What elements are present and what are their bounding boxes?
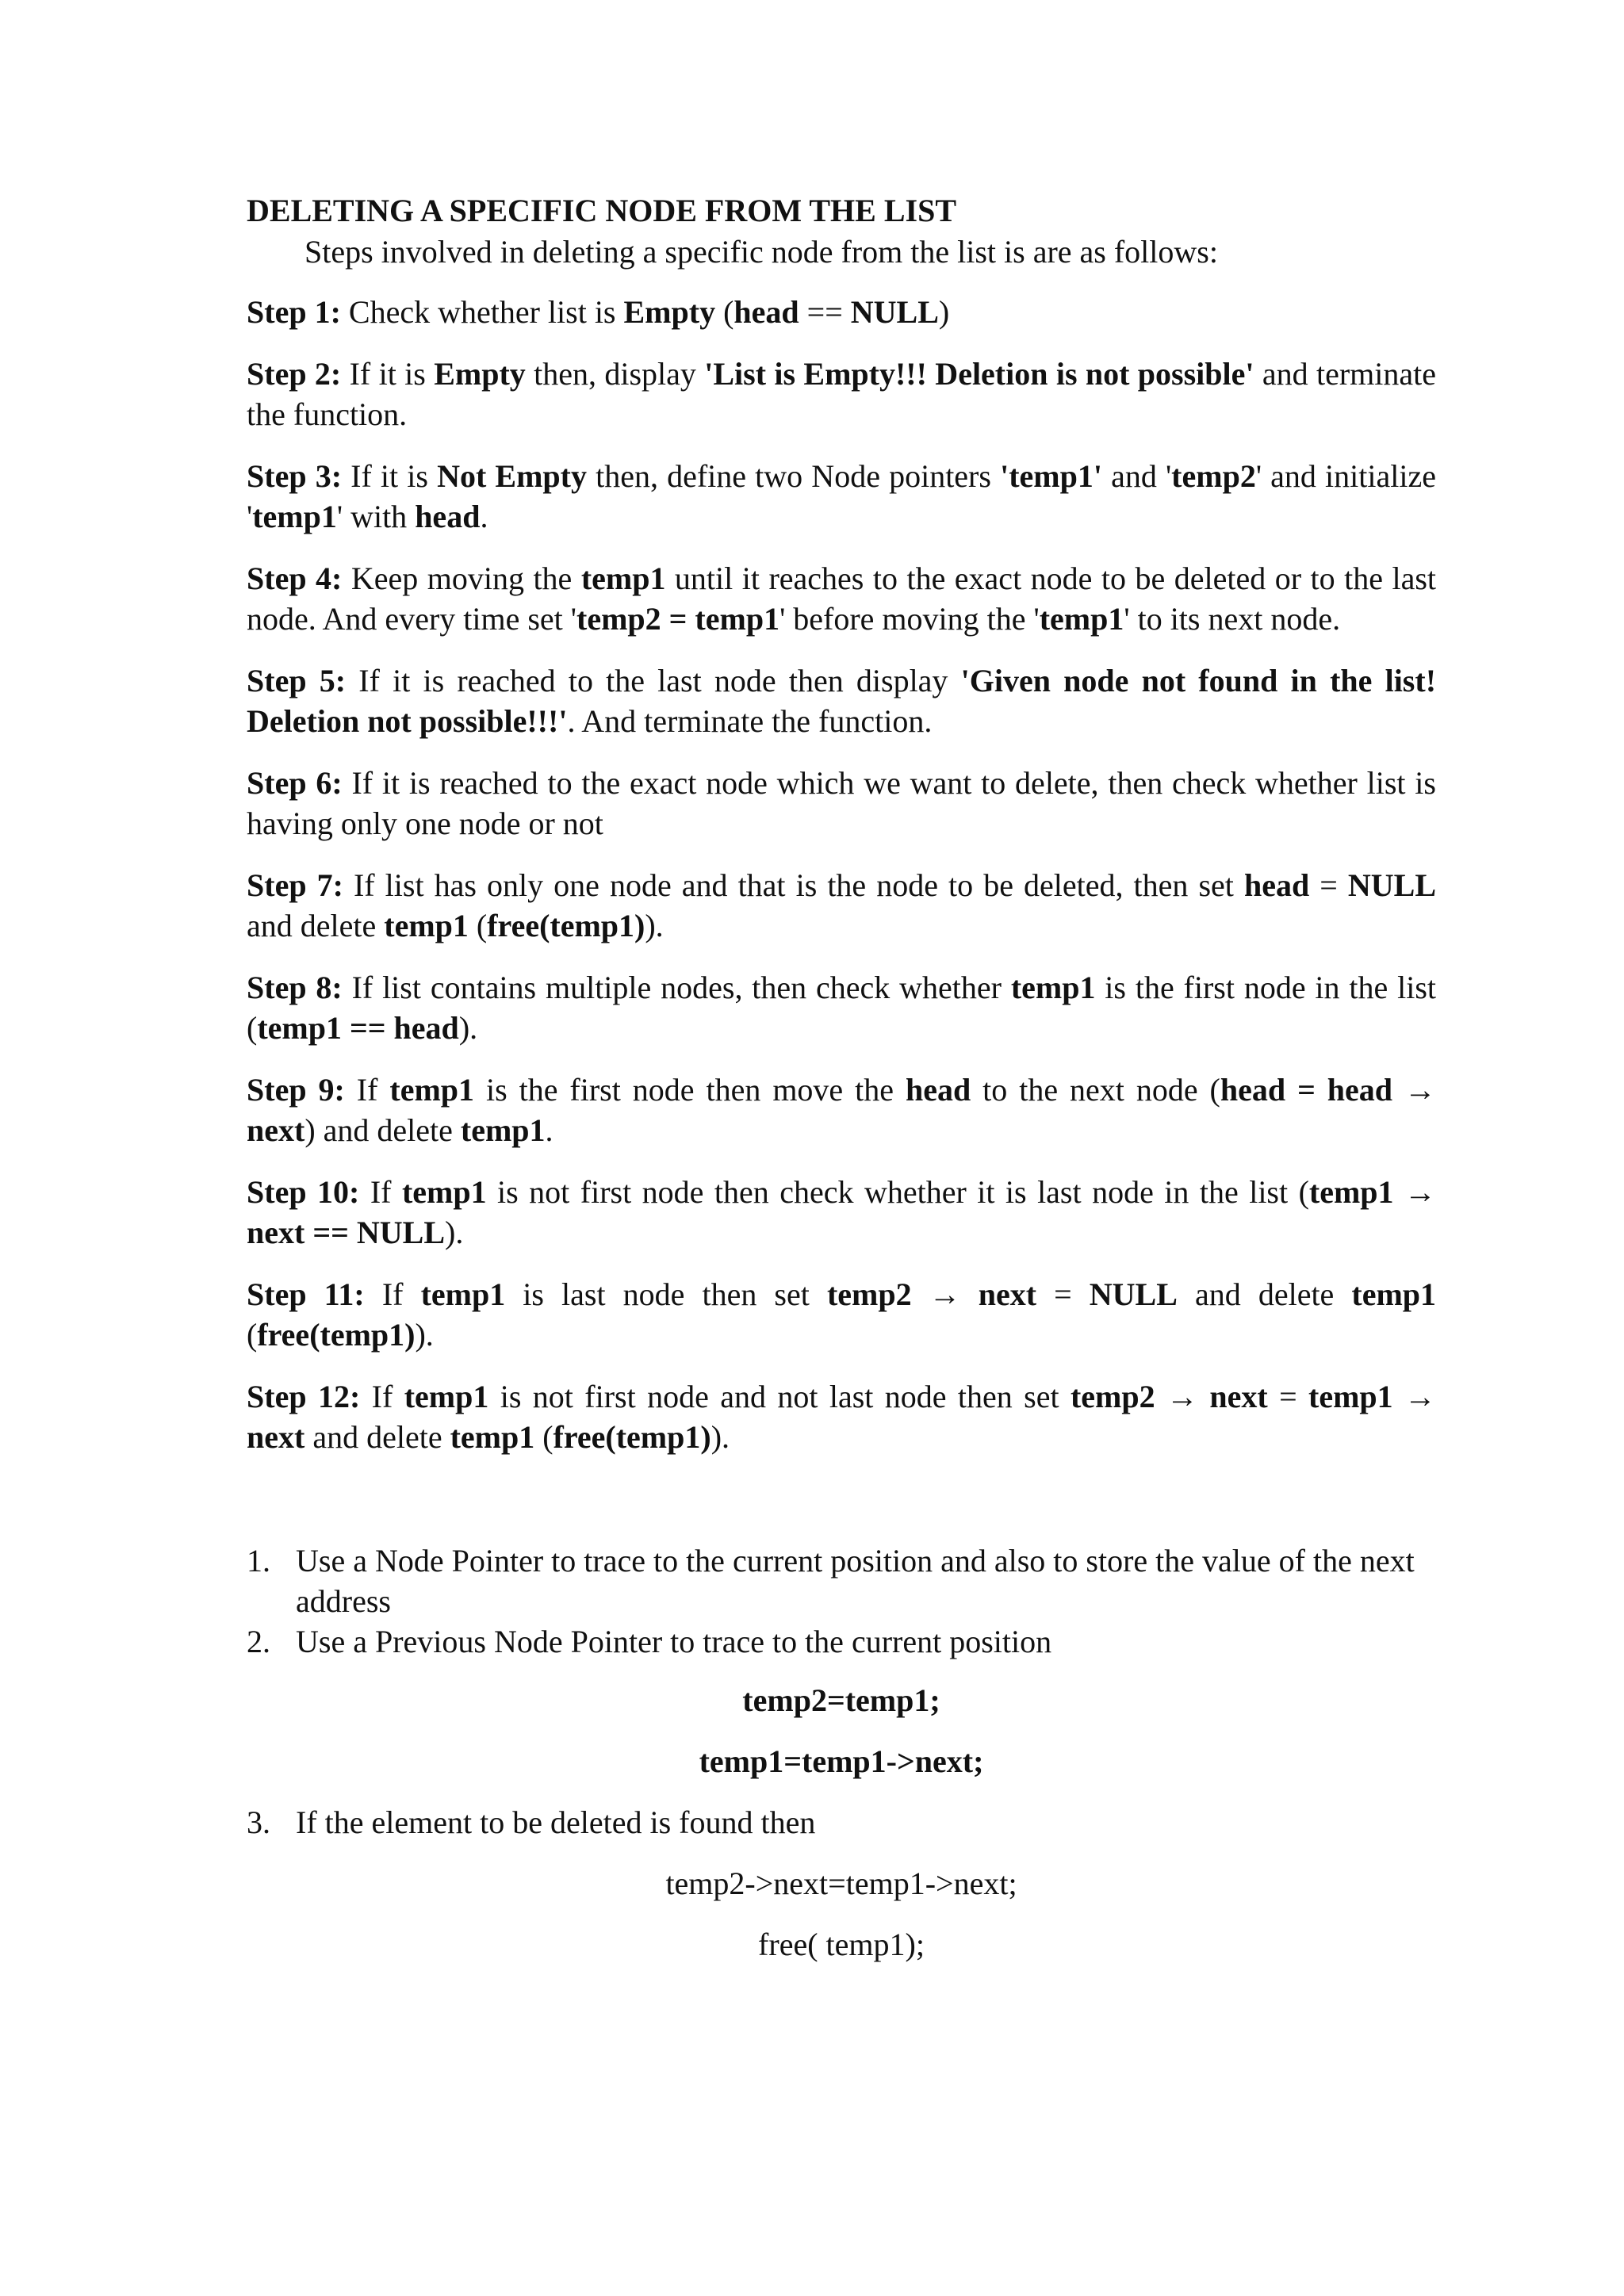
bold-term: temp1	[420, 1276, 506, 1312]
step-text: )	[938, 294, 950, 330]
list-number-1: 1.	[247, 1543, 270, 1578]
step-text: (	[715, 294, 734, 330]
bold-term: temp2 → next	[1070, 1379, 1268, 1414]
step-text: ).	[458, 1010, 478, 1046]
bold-term: temp1 == head	[257, 1010, 459, 1046]
bold-term: temp1	[1010, 970, 1096, 1005]
bold-term: temp1	[401, 1174, 487, 1210]
step-label: Step 10:	[247, 1174, 360, 1210]
step-text: ).	[445, 1215, 464, 1250]
step-label: Step 5:	[247, 663, 347, 698]
step-label: Step 2:	[247, 356, 342, 392]
bold-term: NULL	[850, 294, 939, 330]
step-text: Check whether list is	[340, 294, 624, 330]
step-text: If	[359, 1174, 402, 1210]
step-text: . And terminate the function.	[567, 703, 933, 739]
bold-term: head = head → next	[247, 1072, 1437, 1148]
bold-term: head	[415, 499, 481, 534]
list-item-3	[247, 1802, 1436, 1843]
step-text: and delete	[247, 908, 385, 943]
code-line-2: temp1=temp1->next;	[699, 1743, 984, 1779]
list-text-2: Use a Previous Node Pointer to trace to the current position	[296, 1624, 1052, 1659]
bold-term: head	[733, 294, 799, 330]
bold-term: 'temp1'	[1000, 458, 1102, 494]
step-text: If	[344, 1072, 390, 1108]
bold-term: Not Empty	[437, 458, 587, 494]
bold-term: temp1	[450, 1419, 535, 1455]
bold-term: 'List is Empty!!! Deletion is not possible'	[704, 356, 1254, 392]
step-text: and delete	[304, 1419, 450, 1455]
step-text: If it is reached to the last node then display	[346, 663, 961, 698]
bold-term: Empty	[434, 356, 526, 392]
step-text: is the first node in the list (	[247, 970, 1436, 1046]
step-text: =	[1309, 867, 1348, 903]
code-line-3: temp2->next=temp1->next;	[665, 1866, 1017, 1901]
step-5	[247, 660, 1436, 741]
bold-term: temp1 → next	[247, 1379, 1437, 1455]
step-text: If it is	[342, 458, 438, 494]
step-text: ==	[799, 294, 851, 330]
list-item-1	[247, 1540, 1436, 1621]
step-text: ).	[645, 908, 664, 943]
bold-term: temp1	[389, 1072, 475, 1108]
bold-term: temp1	[1039, 601, 1124, 637]
step-text: ' and initialize '	[247, 458, 1436, 534]
bold-term: temp1	[252, 499, 337, 534]
bold-term: temp1	[580, 561, 666, 596]
step-text: then, define two Node pointers	[586, 458, 1001, 494]
bold-term: temp1	[460, 1112, 546, 1148]
numbered-list	[247, 1540, 1436, 1662]
step-text: (	[468, 908, 488, 943]
list-text-1: Use a Node Pointer to trace to the current position and also to store the value of the next address	[296, 1543, 1415, 1619]
numbered-list-continued	[247, 1802, 1436, 1843]
step-1	[247, 292, 1436, 332]
step-text: ).	[710, 1419, 730, 1455]
bold-term: NULL	[1347, 867, 1436, 903]
step-text: and delete	[1177, 1276, 1352, 1312]
step-text: If	[364, 1276, 421, 1312]
step-text: If list has only one node and that is the node to be deleted, then set	[343, 867, 1244, 903]
bold-term: NULL	[1089, 1276, 1178, 1312]
bold-term: temp2	[826, 1276, 912, 1312]
list-text-3: If the element to be deleted is found then	[296, 1804, 816, 1840]
step-2	[247, 354, 1436, 434]
bold-term: head	[905, 1072, 971, 1108]
step-label: Step 1:	[247, 294, 341, 330]
step-6	[247, 763, 1436, 844]
step-text: is not first node and not last node then set	[488, 1379, 1071, 1414]
list-number-3: 3.	[247, 1804, 270, 1840]
document-content	[247, 190, 1436, 1965]
list-number-2: 2.	[247, 1624, 270, 1659]
bold-term: temp1	[384, 908, 469, 943]
step-text: →	[911, 1276, 979, 1312]
bold-term: temp1	[404, 1379, 489, 1414]
code-line-1: temp2=temp1;	[742, 1682, 940, 1718]
step-text: (	[247, 1317, 258, 1353]
step-9	[247, 1070, 1436, 1150]
step-3	[247, 456, 1436, 537]
step-text: is the first node then move the	[474, 1072, 906, 1108]
step-12	[247, 1376, 1436, 1457]
step-text: If	[360, 1379, 404, 1414]
step-text: to the next node (	[971, 1072, 1220, 1108]
intro-paragraph: Steps involved in deleting a specific node from the list is are as follows:	[304, 234, 1218, 270]
step-text: If list contains multiple nodes, then check whether	[342, 970, 1011, 1005]
step-text: Keep moving the	[342, 561, 581, 596]
bold-term: head	[1243, 867, 1310, 903]
step-text: =	[1036, 1276, 1090, 1312]
step-7	[247, 865, 1436, 946]
step-text: .	[545, 1112, 553, 1148]
section-title: DELETING A SPECIFIC NODE FROM THE LIST	[247, 193, 957, 228]
step-text: until it reaches to the exact node to be deleted or to the last node. And every time set '	[247, 561, 1437, 637]
list-item-2	[247, 1621, 1436, 1662]
bold-term: free(temp1)	[257, 1317, 416, 1353]
step-text: is not first node then check whether it is last node in the list (	[486, 1174, 1309, 1210]
step-text: ' with	[336, 499, 416, 534]
step-text: .	[480, 499, 488, 534]
bold-term: temp1	[1351, 1276, 1437, 1312]
step-text: and terminate the function.	[247, 356, 1437, 432]
step-label: Step 6:	[247, 765, 343, 801]
step-text: =	[1267, 1379, 1309, 1414]
step-8	[247, 967, 1436, 1048]
step-label: Step 11:	[247, 1276, 365, 1312]
step-text: If it is reached to the exact node which we want to delete, then check whether list is having only one node or not	[247, 765, 1436, 841]
bold-term: next	[978, 1276, 1037, 1312]
bold-term: free(temp1)	[553, 1419, 711, 1455]
step-11	[247, 1274, 1436, 1355]
bold-term: temp1 → next == NULL	[247, 1174, 1437, 1250]
step-text: ' before moving the '	[779, 601, 1040, 637]
steps-list	[247, 292, 1436, 1457]
bold-term: 'Given node not found in the list! Deletion not possible!!!'	[247, 663, 1437, 739]
step-text: is last node then set	[505, 1276, 827, 1312]
step-label: Step 8:	[247, 970, 343, 1005]
step-text: ' to its next node.	[1124, 601, 1341, 637]
code-line-4: free( temp1);	[758, 1927, 925, 1962]
bold-term: temp2 = temp1	[576, 601, 780, 637]
step-label: Step 9:	[247, 1072, 345, 1108]
step-text: ).	[415, 1317, 434, 1353]
step-text: ) and delete	[304, 1112, 461, 1148]
step-10	[247, 1172, 1436, 1253]
step-label: Step 7:	[247, 867, 343, 903]
step-text: and '	[1101, 458, 1172, 494]
bold-term: Empty	[623, 294, 716, 330]
step-label: Step 12:	[247, 1379, 361, 1414]
step-label: Step 4:	[247, 561, 343, 596]
step-label: Step 3:	[247, 458, 343, 494]
step-text: If it is	[341, 356, 435, 392]
step-text: then, display	[525, 356, 705, 392]
step-4	[247, 558, 1436, 639]
step-text: (	[534, 1419, 553, 1455]
bold-term: free(temp1)	[487, 908, 645, 943]
bold-term: temp2	[1171, 458, 1256, 494]
